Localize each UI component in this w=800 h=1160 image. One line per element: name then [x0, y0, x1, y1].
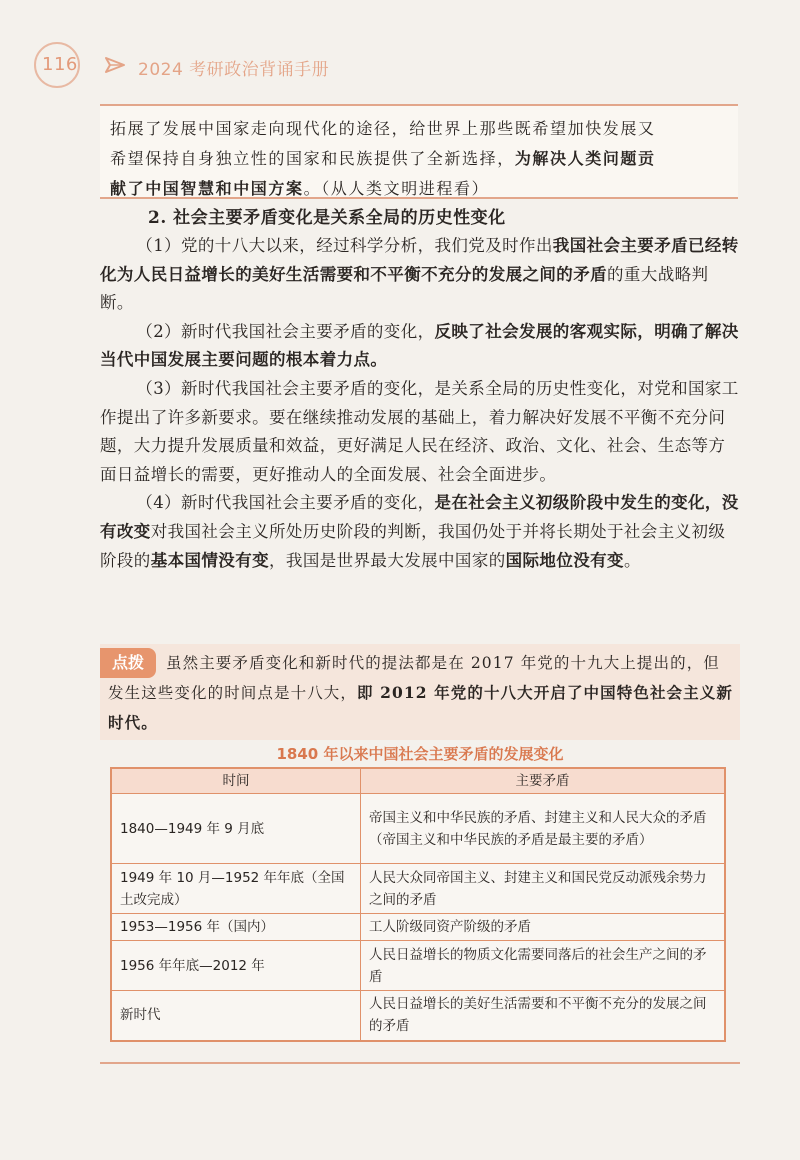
paragraph-1 — [100, 232, 740, 318]
text-span: 。 — [623, 550, 641, 570]
page-number: 116 — [42, 54, 78, 75]
section-title: 2. 社会主要矛盾变化是关系全局的历史性变化 — [148, 208, 506, 228]
body-text — [100, 232, 740, 575]
table-row — [111, 794, 725, 864]
continuation-bold-text: 为解决人类问题贡 — [514, 149, 656, 168]
table-cell-contradiction: 工人阶级同资产阶级的矛盾 — [361, 914, 726, 941]
table-row — [111, 864, 725, 914]
text-span: 对我国社会主义所处历史阶段的判断，我国仍处于并将长期处于社会主义初级阶段的 — [100, 521, 726, 570]
table-header-row — [111, 768, 725, 794]
table-cell-contradiction: 人民日益增长的物质文化需要同落后的社会生产之间的矛盾 — [361, 941, 726, 991]
continuation-bold-text: 献了中国智慧和中国方案 — [110, 179, 304, 198]
table-cell-time: 1953—1956 年（国内） — [111, 914, 361, 941]
table-cell-time: 1956 年年底—2012 年 — [111, 941, 361, 991]
table-cell-contradiction: 人民日益增长的美好生活需要和不平衡不充分的发展之间的矛盾 — [361, 991, 726, 1041]
page-header — [34, 38, 774, 90]
table-cell-contradiction: 帝国主义和中华民族的矛盾、封建主义和人民大众的矛盾（帝国主义和中华民族的矛盾是最主要的矛盾） — [361, 794, 726, 864]
tip-text — [108, 648, 734, 738]
tip-bold-text: 即 2012 年党的十八大开启了中国特色社会主义新时代。 — [108, 683, 733, 732]
table-cell-time: 1949 年 10 月—1952 年年底（全国土改完成） — [111, 864, 361, 914]
bold-span: 基本国情没有变 — [150, 550, 270, 570]
book-title: 2024 考研政治背诵手册 — [138, 60, 330, 80]
text-span: （4）新时代我国社会主要矛盾的变化， — [136, 493, 435, 513]
contradictions-table — [110, 767, 726, 1042]
text-span: （2）新时代我国社会主要矛盾的变化， — [136, 321, 435, 341]
text-span: （1）党的十八大以来，经过科学分析，我们党及时作出 — [136, 236, 553, 255]
paper-plane-icon — [104, 54, 126, 76]
tip-box — [100, 644, 740, 740]
continuation-line-2 — [110, 144, 728, 174]
bold-span: 反映了社会发展的客观实际，明确了解决当代中国发展主要问题的根本着力点。 — [100, 321, 739, 370]
table-row — [111, 941, 725, 991]
paragraph-4 — [100, 489, 740, 575]
table-row — [111, 991, 725, 1041]
table-title: 1840 年以来中国社会主要矛盾的发展变化 — [276, 745, 564, 763]
continuation-line-1: 拓展了发展中国家走向现代化的途径，给世界上那些既希望加快发展又 — [110, 119, 656, 138]
bold-span: 我国社会主要矛盾已经转化为人民日益增长的美好生活需要和不平衡不充分的发展之间的矛盾 — [100, 236, 739, 284]
table-row — [111, 914, 725, 941]
paragraph-2 — [100, 318, 740, 375]
table-header-time: 时间 — [111, 768, 361, 794]
continuation-text: 希望保持自身独立性的国家和民族提供了全新选择， — [110, 149, 515, 168]
continuation-line-3 — [110, 174, 728, 204]
tip-label-badge: 点拨 — [100, 648, 156, 678]
bold-span: 是在社会主义初级阶段中发生的变化，没有改变 — [100, 493, 739, 541]
continuation-box — [100, 104, 738, 199]
bold-span: 国际地位没有变 — [505, 550, 624, 570]
table-header-contradiction: 主要矛盾 — [361, 768, 726, 794]
bottom-divider — [100, 1062, 740, 1064]
continuation-text: 。（从人类文明进程看） — [303, 179, 490, 198]
table-cell-contradiction: 人民大众同帝国主义、封建主义和国民党反动派残余势力之间的矛盾 — [361, 864, 726, 914]
paragraph-3: （3）新时代我国社会主要矛盾的变化，是关系全局的历史性变化，对党和国家工作提出了许多新要求。要在继续推动发展的基础上，着力解决好发展不平衡不充分问题，大力提升发展质量和效益，更好满足人民在经济、政治、文化、社会、生态等方面日益增长的需要，更好推动人的全面发展、社会全面进步。 — [100, 378, 739, 484]
table-cell-time: 新时代 — [111, 991, 361, 1041]
text-span: 的重大战略判断。 — [100, 264, 709, 313]
table-cell-time: 1840—1949 年 9 月底 — [111, 794, 361, 864]
text-span: ，我国是世界最大发展中国家的 — [269, 550, 506, 570]
tip-plain-text: 虽然主要矛盾变化和新时代的提法都是在 2017 年党的十九大上提出的，但发生这些变化的时间点是十八大， — [108, 654, 720, 702]
